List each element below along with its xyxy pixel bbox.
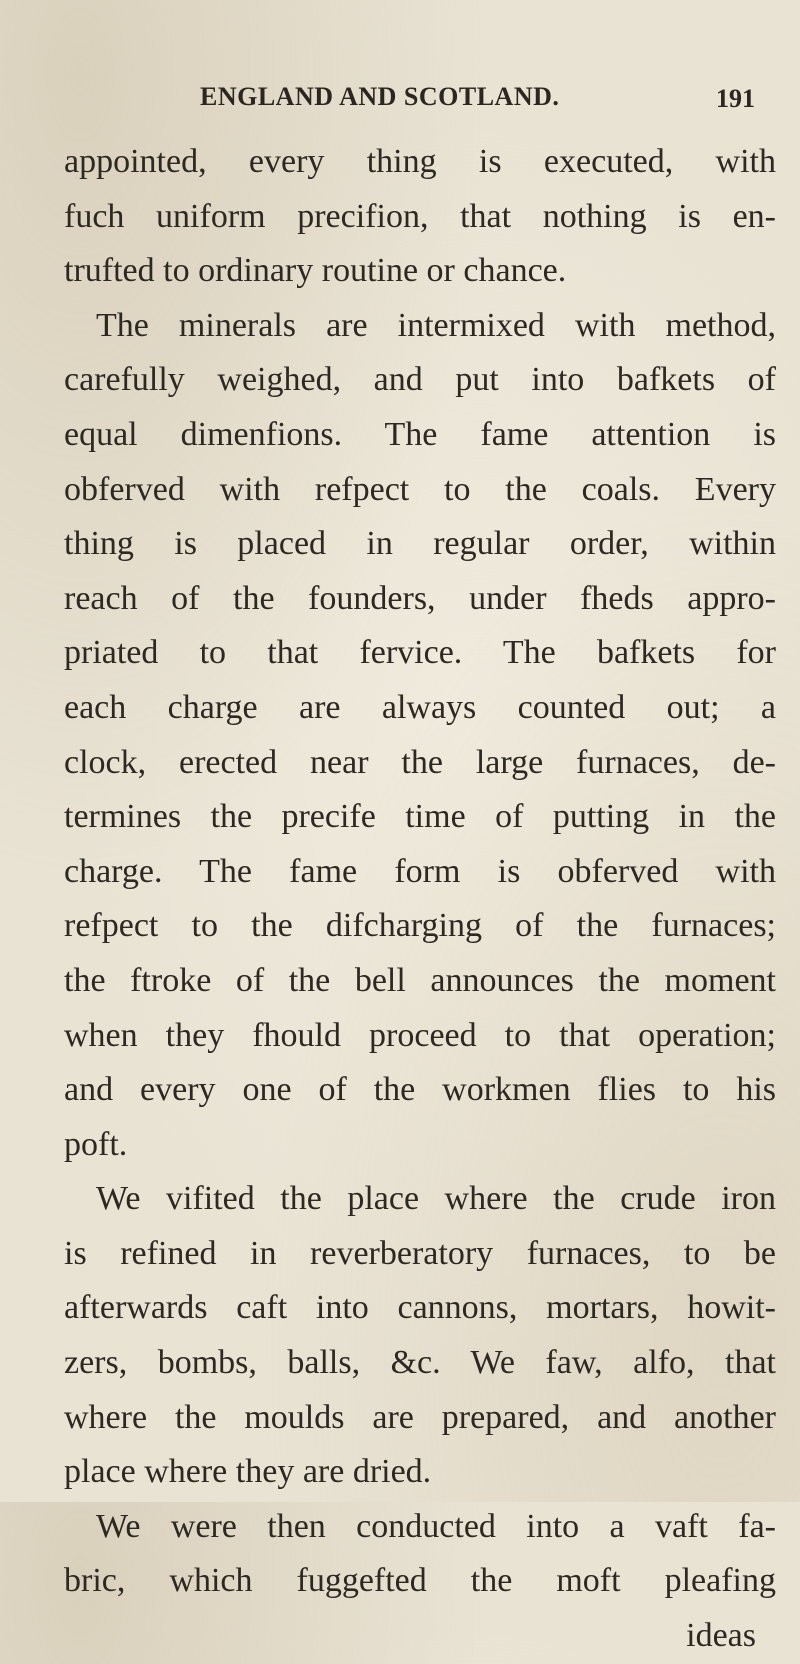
text-line: place where they are dried. xyxy=(64,1453,432,1491)
text-line: clock, erected near the large furnaces, de- xyxy=(64,743,776,781)
text-line: zers, bombs, balls, &c. We faw, alfo, that xyxy=(64,1344,776,1382)
text-line: bric, which fuggefted the moft pleafing xyxy=(64,1562,776,1600)
running-header xyxy=(0,82,800,122)
text-line: thing is placed in regular order, within xyxy=(64,525,776,563)
text-line: trufted to ordinary routine or chance. xyxy=(64,252,567,290)
text-line: each charge are always counted out; a xyxy=(64,688,776,726)
text-line: where the moulds are prepared, and another xyxy=(64,1398,776,1436)
text-line: appointed, every thing is executed, with xyxy=(64,143,776,180)
text-line: reach of the founders, under fheds appro- xyxy=(64,579,776,617)
text-line: afterwards caft into cannons, mortars, howit- xyxy=(64,1289,776,1327)
text-line: priated to that fervice. The bafkets for xyxy=(64,634,776,672)
text-line: and every one of the workmen flies to his xyxy=(64,1071,776,1109)
catchword: ideas xyxy=(686,1617,756,1655)
text-line: fuch uniform precifion, that nothing is en- xyxy=(64,197,776,235)
text-line: The minerals are intermixed with method, xyxy=(96,306,776,344)
text-line: obferved with refpect to the coals. Every xyxy=(64,470,776,508)
text-line: termines the precife time of putting in the xyxy=(64,798,776,836)
page-number: 191 xyxy=(716,84,755,113)
text-line: the ftroke of the bell announces the moment xyxy=(64,961,776,999)
text-line: We were then conducted into a vaft fa- xyxy=(96,1507,776,1545)
body-text xyxy=(64,135,776,1664)
text-line: when they fhould proceed to that operation; xyxy=(64,1016,776,1054)
text-line: We vifited the place where the crude iron xyxy=(96,1180,776,1218)
text-line: equal dimenfions. The fame attention is xyxy=(64,415,776,453)
text-line: is refined in reverberatory furnaces, to be xyxy=(64,1234,776,1272)
running-title: ENGLAND AND SCOTLAND. xyxy=(200,82,560,111)
text-line: charge. The fame form is obferved with xyxy=(64,852,776,890)
text-line: refpect to the difcharging of the furnaces; xyxy=(64,907,776,945)
text-line: carefully weighed, and put into bafkets of xyxy=(64,361,776,399)
text-line: poft. xyxy=(64,1125,128,1163)
